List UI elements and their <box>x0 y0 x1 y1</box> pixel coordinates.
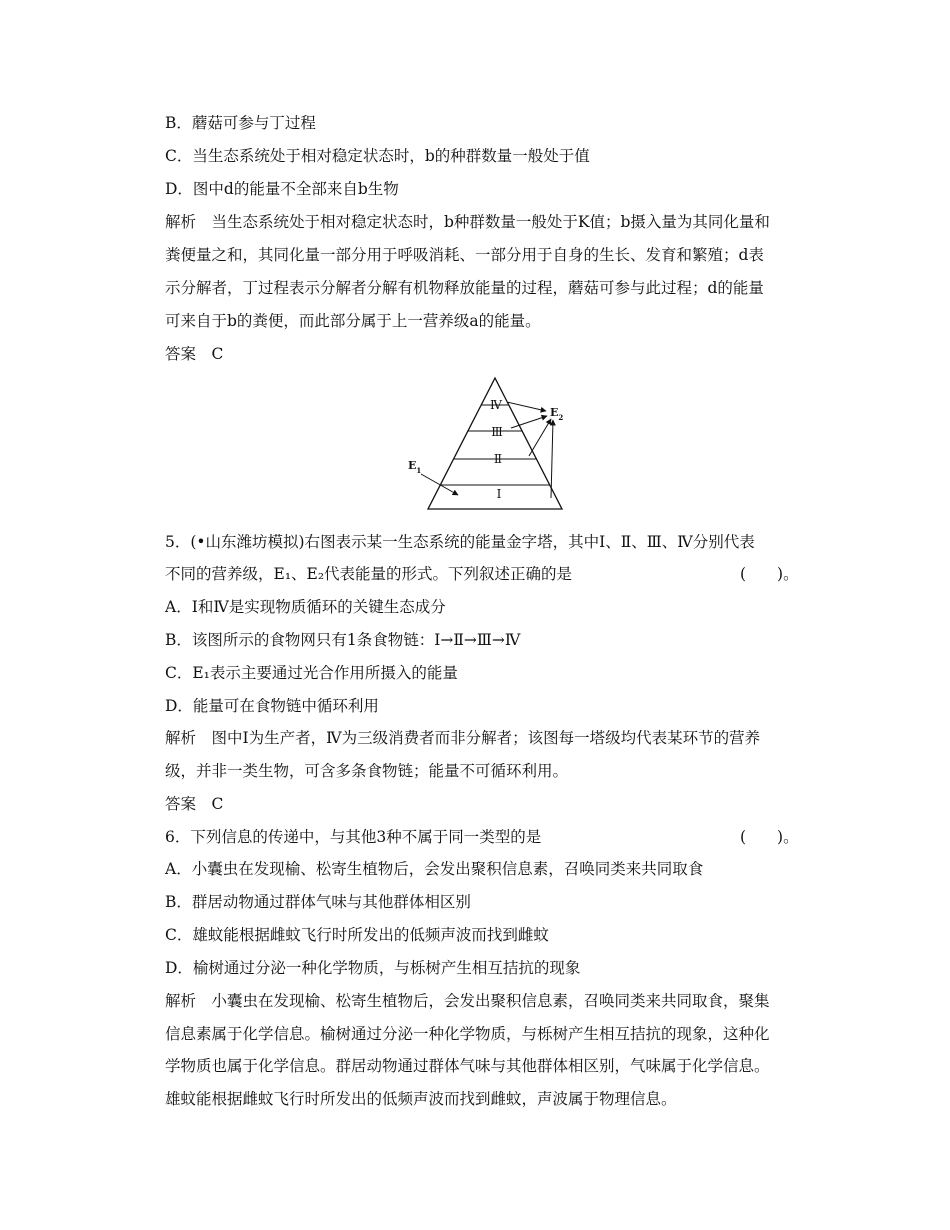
tier-label-i: Ⅰ <box>496 487 502 501</box>
q5-analysis-line: 级，并非一类生物，可含多条食物链；能量不可循环利用。 <box>165 762 569 780</box>
q5-analysis-line: 解析 图中Ⅰ为生产者，Ⅳ为三级消费者而非分解者；该图每一塔级均代表某环节的营养 <box>165 729 761 747</box>
q5-option-a: A．Ⅰ和Ⅳ是实现物质循环的关键生态成分 <box>165 598 446 616</box>
q5-stem-line1: 5．(•山东潍坊模拟)右图表示某一生态系统的能量金字塔，其中Ⅰ、Ⅱ、Ⅲ、Ⅳ分别代表 <box>165 533 755 551</box>
q5-stem-line2: 不同的营养级，E₁、E₂代表能量的形式。下列叙述正确的是 <box>165 565 573 583</box>
q5-option-d: D．能量可在食物链中循环利用 <box>165 697 379 715</box>
q6-option-a: A．小囊虫在发现榆、松寄生植物后，会发出聚积信息素，召唤同类来共同取食 <box>165 860 704 878</box>
q6-option-d: D．榆树通过分泌一种化学物质，与栎树产生相互拮抗的现象 <box>165 959 581 977</box>
q4-option-d: D．图中d的能量不全部来自b生物 <box>165 180 399 198</box>
tier-label-iv: Ⅳ <box>490 398 502 412</box>
q4-analysis-line: 示分解者，丁过程表示分解者分解有机物释放能量的过程，蘑菇可参与此过程；d的能量 <box>165 279 764 297</box>
q4-analysis-line: 解析 当生态系统处于相对稳定状态时，b种群数量一般处于K值；b摄入量为其同化量和 <box>165 213 770 231</box>
q6-analysis-line: 解析 小囊虫在发现榆、松寄生植物后，会发出聚积信息素，召唤同类来共同取食，聚集 <box>165 992 770 1010</box>
tier-label-iii: Ⅲ <box>491 425 503 439</box>
q6-analysis-line: 雄蚊能根据雌蚊飞行时所发出的低频声波而找到雌蚊，声波属于物理信息。 <box>165 1090 677 1108</box>
q6-analysis-line: 学物质也属于化学信息。群居动物通过群体气味与其他群体相区别，气味属于化学信息。 <box>165 1057 770 1075</box>
q4-answer: 答案 C <box>165 345 224 363</box>
q5-option-b: B．该图所示的食物网只有1条食物链：Ⅰ→Ⅱ→Ⅲ→Ⅳ <box>165 631 521 649</box>
e2-label: $E_2$ <box>550 406 564 422</box>
tier-label-ii: Ⅱ <box>493 452 503 466</box>
arrow-i-to-e2 <box>551 420 553 498</box>
q4-analysis-line: 粪便量之和，其同化量一部分用于呼吸消耗、一部分用于自身的生长、发育和繁殖；d表 <box>165 246 764 264</box>
q6-option-b: B．群居动物通过群体气味与其他群体相区别 <box>165 893 471 911</box>
q6-stem: 6．下列信息的传递中，与其他3种不属于同一类型的是 <box>165 828 542 846</box>
e1-label: $E_1$ <box>408 459 422 475</box>
q5-answer-bracket: ( )。 <box>740 565 799 583</box>
q6-answer-bracket: ( )。 <box>740 828 799 846</box>
q4-option-c: C．当生态系统处于相对稳定状态时，b的种群数量一般处于值 <box>165 147 590 165</box>
q6-option-c: C．雄蚊能根据雌蚊飞行时所发出的低频声波而找到雌蚊 <box>165 926 549 944</box>
arrow-ii-to-e2 <box>529 419 551 456</box>
q4-analysis-line: 可来自于b的粪便，而此部分属于上一营养级a的能量。 <box>165 312 541 330</box>
q5-answer: 答案 C <box>165 795 224 813</box>
q4-option-b: B．蘑菇可参与丁过程 <box>165 114 316 132</box>
energy-pyramid-diagram <box>395 372 585 514</box>
arrow-iv-to-e2 <box>507 402 546 411</box>
q6-analysis-line: 信息素属于化学信息。榆树通过分泌一种化学物质，与栎树产生相互拮抗的现象，这种化 <box>165 1025 770 1043</box>
q5-option-c: C．E₁表示主要通过光合作用所摄入的能量 <box>165 664 458 682</box>
arrow-iii-to-e2 <box>511 416 547 428</box>
